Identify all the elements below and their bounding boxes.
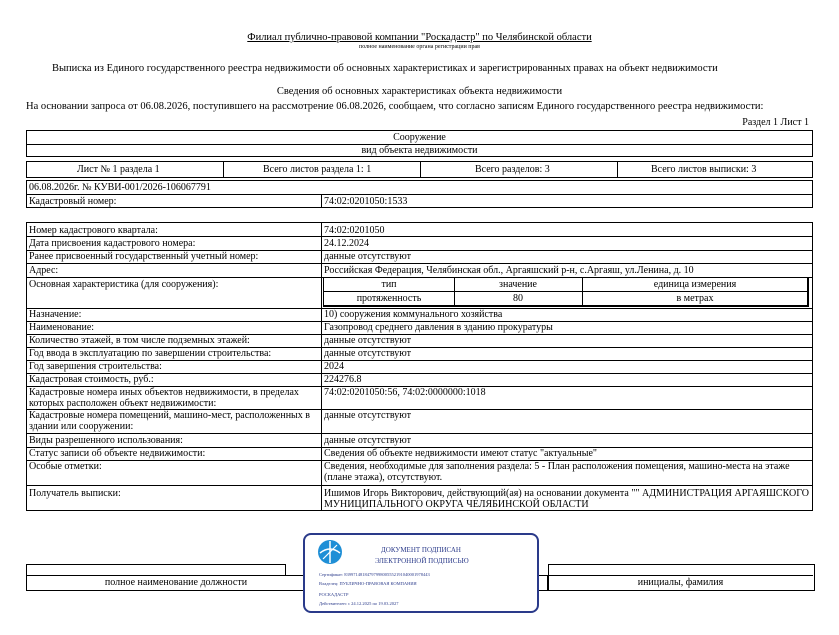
electronic-signature-stamp bbox=[303, 533, 539, 613]
object-type-caption: вид объекта недвижимости bbox=[361, 145, 478, 156]
row-value: 2024 bbox=[324, 361, 344, 372]
sheet-number: Лист № 1 раздела 1 bbox=[77, 164, 160, 175]
cadastral-label: Кадастровый номер: bbox=[29, 196, 117, 207]
object-type: Сооружение bbox=[393, 132, 446, 143]
row-value: 74:02:0201050 bbox=[324, 225, 385, 236]
object-type-box bbox=[26, 130, 813, 157]
stamp-certificate: Сертификат: 83997148184797998005552191040001978443 bbox=[319, 572, 430, 577]
total-sheets: Всего листов выписки: 3 bbox=[651, 164, 757, 175]
row-label: Виды разрешенного использования: bbox=[29, 435, 183, 446]
row-value: Газопровод среднего давления в зданию прокуратуры bbox=[324, 322, 553, 333]
document-number: 06.08.2026г. № КУВИ-001/2026-106067791 bbox=[29, 182, 211, 193]
intro-text: На основании запроса от 06.08.2026, поступившего на рассмотрение 06.08.2026, сообщаем, что согласно записям Единого государственного реестра недвижимости: bbox=[26, 101, 764, 112]
row-label: Кадастровая стоимость, руб.: bbox=[29, 374, 154, 385]
subtable-value: протяженность bbox=[356, 293, 422, 304]
row-value: Российская Федерация, Челябинская обл., Аргаяшский р-н, с.Аргаяш, ул.Ленина, д. 10 bbox=[324, 265, 694, 276]
document-info-box bbox=[26, 180, 813, 208]
row-label: Количество этажей, в том числе подземных этажей: bbox=[29, 335, 250, 346]
row-value: данные отсутствуют bbox=[324, 251, 411, 262]
stamp-subtitle: ЭЛЕКТРОННОЙ ПОДПИСЬЮ bbox=[375, 557, 469, 565]
row-label: Особые отметки: bbox=[29, 461, 102, 472]
row-value: данные отсутствуют bbox=[324, 335, 411, 346]
subtable-header: значение bbox=[499, 279, 537, 290]
row-label: Ранее присвоенный государственный учетный номер: bbox=[29, 251, 259, 262]
characteristics-table bbox=[26, 222, 813, 511]
row-label: Статус записи об объекте недвижимости: bbox=[29, 448, 206, 459]
subtable-value: 80 bbox=[513, 293, 523, 304]
characteristic-subtable bbox=[323, 277, 809, 307]
row-value: данные отсутствуют bbox=[324, 348, 411, 359]
subtable-header: тип bbox=[381, 279, 397, 290]
row-label: Адрес: bbox=[29, 265, 59, 276]
stamp-owner: Владелец: ПУБЛИЧНО-ПРАВОВАЯ КОМПАНИЯ bbox=[319, 581, 417, 586]
position-label: полное наименование должности bbox=[104, 577, 248, 588]
row-label: Год завершения строительства: bbox=[29, 361, 162, 372]
row-value: данные отсутствуют bbox=[324, 435, 411, 446]
row-value: 224276.8 bbox=[324, 374, 362, 385]
row-value: Сведения об объекте недвижимости имеют статус "актуальные" bbox=[324, 448, 597, 459]
row-label: Назначение: bbox=[29, 309, 82, 320]
roskadastr-logo-icon bbox=[317, 539, 343, 565]
row-label: Кадастровые номера помещений, машино-мест, расположенных в здании или сооружении: bbox=[29, 410, 311, 432]
stamp-owner-name: РОСКАДАСТР bbox=[319, 592, 349, 597]
cadastral-value: 74:02:0201050:1533 bbox=[324, 196, 408, 207]
row-value: 74:02:0201050:56, 74:02:0000000:1018 bbox=[324, 387, 486, 398]
row-label: Основная характеристика (для сооружения): bbox=[29, 279, 219, 290]
total-sections: Всего разделов: 3 bbox=[475, 164, 550, 175]
row-value: Сведения, необходимые для заполнения раздела: 5 - План расположения помещения, машино-места на этаже (плане этажа), отсутствуют. bbox=[324, 461, 790, 483]
row-value: Ишимов Игорь Викторович, действующий(ая) на основании документа "" АДМИНИСТРАЦИЯ АРГАЯШСКОГО МУНИЦИПАЛЬНОГО ОКРУГА ЧЕЛЯБИНСКОЙ ОБЛАСТИ bbox=[324, 488, 809, 510]
row-label: Дата присвоения кадастрового номера: bbox=[29, 238, 196, 249]
row-label: Наименование: bbox=[29, 322, 95, 333]
stamp-validity: Действителен: с 24.12.2025 по 19.03.2027 bbox=[319, 601, 399, 606]
sheets-row bbox=[26, 161, 813, 178]
document-subtitle: Сведения об основных характеристиках объекта недвижимости bbox=[276, 86, 563, 97]
section-indicator: Раздел 1 Лист 1 bbox=[742, 117, 809, 128]
stamp-title: ДОКУМЕНТ ПОДПИСАН bbox=[381, 546, 461, 554]
row-value: 10) сооружения коммунального хозяйства bbox=[324, 309, 503, 320]
row-value: данные отсутствуют bbox=[324, 410, 411, 421]
row-label: Номер кадастрового квартала: bbox=[29, 225, 158, 236]
document-title: Выписка из Единого государственного реестра недвижимости об основных характеристиках и зарегистрированных правах на объект недвижимости bbox=[52, 63, 718, 74]
row-label: Кадастровые номера иных объектов недвижимости, в пределах которых расположен объект недвижимости: bbox=[29, 387, 299, 409]
row-label: Год ввода в эксплуатацию по завершении строительства: bbox=[29, 348, 272, 359]
organization-caption: полное наименование органа регистрации прав bbox=[358, 44, 481, 50]
total-sheets-section: Всего листов раздела 1: 1 bbox=[263, 164, 372, 175]
subtable-value: в метрах bbox=[676, 293, 714, 304]
organization-name: Филиал публично-правовой компании "Роскадастр" по Челябинской области bbox=[247, 32, 592, 43]
row-value: 24.12.2024 bbox=[324, 238, 369, 249]
subtable-header: единица измерения bbox=[653, 279, 737, 290]
row-label: Получатель выписки: bbox=[29, 488, 121, 499]
name-label: инициалы, фамилия bbox=[637, 577, 724, 588]
